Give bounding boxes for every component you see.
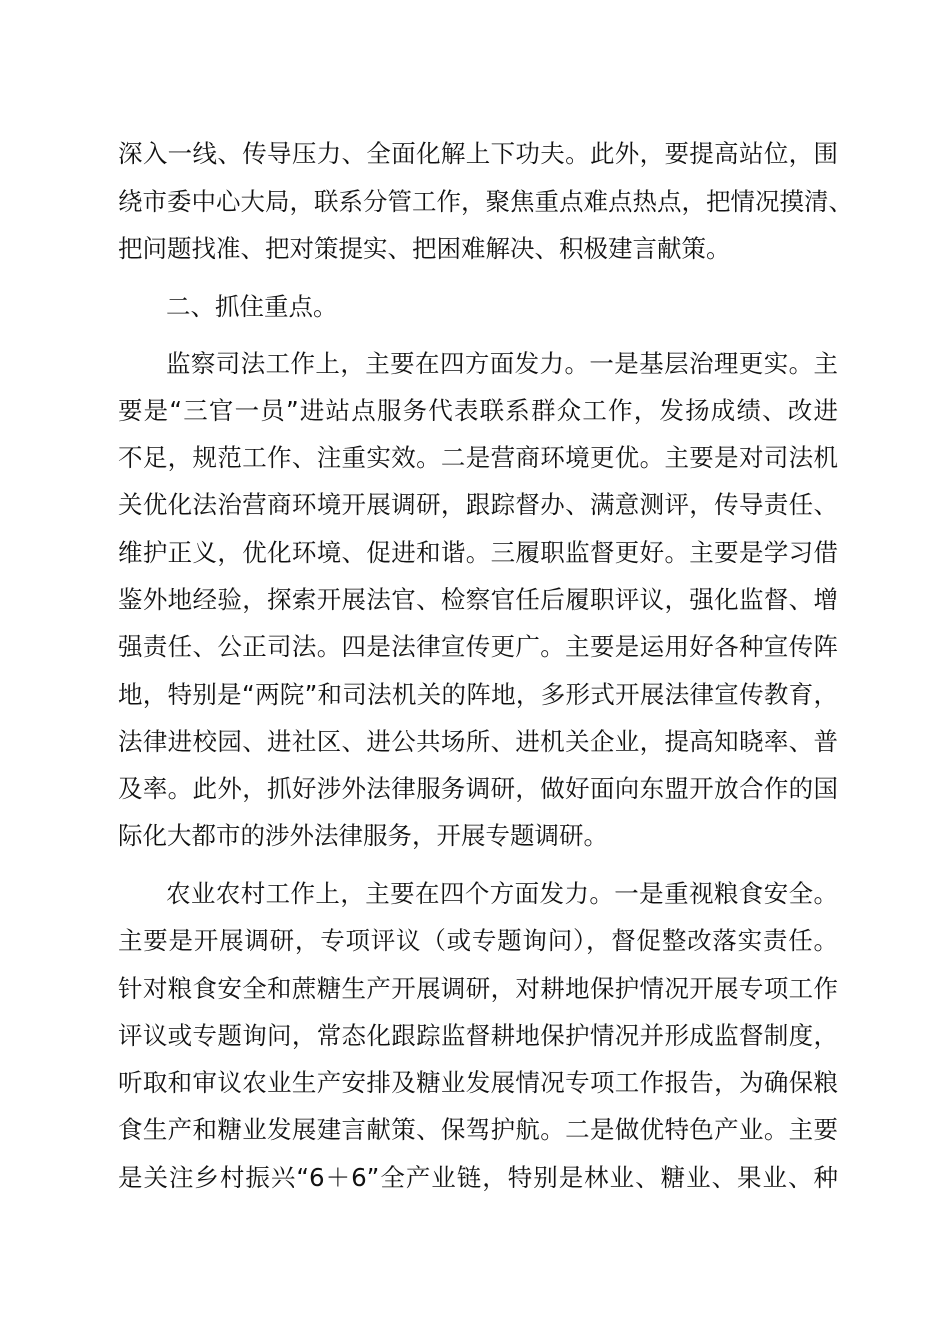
- text-line: 把问题找准、把对策提实、把困难解决、积极建言献策。: [118, 234, 731, 263]
- text-line: 深入一线、传导压力、全面化解上下功夫。此外，要提高站位，围: [118, 139, 838, 168]
- text-line: 主要是开展调研，专项评议（或专题询问），督促整改落实责任。: [118, 926, 838, 955]
- text-line: 针对粮食安全和蔗糖生产开展调研，对耕地保护情况开展专项工作: [118, 974, 838, 1003]
- text-line: 绕市委中心大局，联系分管工作，聚焦重点难点热点，把情况摸清、: [118, 187, 853, 216]
- text-line: 际化大都市的涉外法律服务，开展专题调研。: [118, 821, 608, 850]
- text-line: 强责任、公正司法。四是法律宣传更广。主要是运用好各种宣传阵: [118, 632, 838, 661]
- text-line: 不足，规范工作、注重实效。二是营商环境更优。主要是对司法机: [118, 443, 838, 472]
- text-line: 是关注乡村振兴“6＋6”全产业链，特别是林业、糖业、果业、种: [118, 1163, 838, 1192]
- text-line: 法律进校园、进社区、进公共场所、进机关企业，提高知晓率、普: [118, 727, 838, 756]
- text-line: 评议或专题询问，常态化跟踪监督耕地保护情况并形成监督制度，: [118, 1021, 838, 1050]
- text-line: 食生产和糖业发展建言献策、保驾护航。二是做优特色产业。主要: [118, 1115, 838, 1144]
- text-line: 农业农村工作上，主要在四个方面发力。一是重视粮食安全。: [166, 879, 838, 908]
- text-line: 鉴外地经验，探索开展法官、检察官任后履职评议，强化监督、增: [118, 585, 838, 614]
- text-line: 关优化法治营商环境开展调研，跟踪督办、满意测评，传导责任、: [118, 490, 838, 519]
- text-line: 维护正义，优化环境、促进和谐。三履职监督更好。主要是学习借: [118, 538, 838, 567]
- text-line: 听取和审议农业生产安排及糖业发展情况专项工作报告，为确保粮: [118, 1068, 838, 1097]
- section-heading: 二、抓住重点。: [166, 292, 338, 321]
- text-line: 要是“三官一员”进站点服务代表联系群众工作，发扬成绩、改进: [118, 396, 838, 425]
- text-line: 监察司法工作上，主要在四方面发力。一是基层治理更实。主: [166, 349, 838, 378]
- text-line: 及率。此外，抓好涉外法律服务调研，做好面向东盟开放合作的国: [118, 774, 838, 803]
- text-line: 地，特别是“两院”和司法机关的阵地，多形式开展法律宣传教育，: [118, 680, 838, 709]
